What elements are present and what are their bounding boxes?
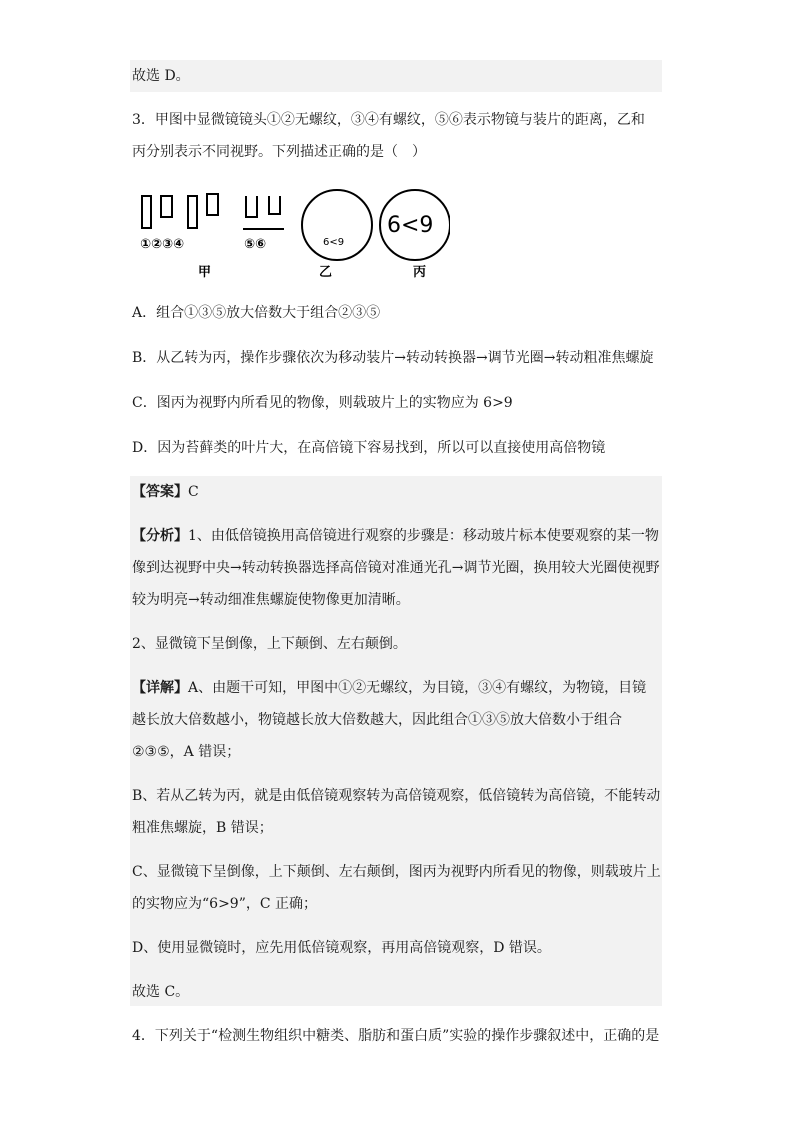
yi-view-text: 6<9: [323, 237, 345, 248]
option-b: B．从乙转为丙，操作步骤依次为移动装片→转动转换器→调节光圈→转动粗准焦螺旋: [132, 350, 654, 366]
detail-tag: 【详解】: [132, 680, 188, 696]
detail-d-line: D、使用显微镜时，应先用低倍镜观察，再用高倍镜观察，D 错误。: [132, 940, 551, 956]
detail-c-line2: 的实物应为“6>9”，C 正确；: [132, 896, 318, 912]
objective-distance-6: [269, 196, 280, 214]
lens-1-long-eyepiece: [142, 196, 151, 228]
question3-stem-line2: 丙分别表示不同视野。下列描述正确的是（ ）: [132, 144, 426, 160]
microscope-figure: [130, 182, 450, 282]
option-d: D．因为苔藓类的叶片大，在高倍镜下容易找到，所以可以直接使用高倍物镜: [132, 440, 606, 456]
question3-stem-line1: 3．甲图中显微镜镜头①②无螺纹，③④有螺纹，⑤⑥表示物镜与装片的距离，乙和: [132, 112, 645, 128]
label-bing: 丙: [413, 265, 427, 280]
analysis-text-1: 1、由低倍镜换用高倍镜进行观察的步骤是：移动玻片标本使要观察的某一物: [188, 528, 659, 544]
prev-answer: 故选 D。: [132, 68, 190, 84]
answer-tag: 【答案】: [132, 484, 188, 500]
detail-a-line2: 越长放大倍数越小，物镜越长放大倍数越大，因此组合①③⑤放大倍数小于组合: [132, 712, 622, 728]
detail-b-line2: 粗准焦螺旋，B 错误；: [132, 820, 273, 836]
question4-stem-line1: 4．下列关于“检测生物组织中糖类、脂肪和蛋白质”实验的操作步骤叙述中，正确的是: [132, 1028, 660, 1044]
lens-3-long-objective: [188, 196, 197, 228]
answer-value: C: [188, 484, 199, 500]
detail-a-text-1: A、由题干可知，甲图中①②无螺纹，为目镜，③④有螺纹，为物镜，目镜: [188, 680, 647, 696]
detail-a-line3: ②③⑤，A 错误；: [132, 744, 241, 760]
analysis-line2: 像到达视野中央→转动转换器选择高倍镜对准通光孔→调节光圈，换用较大光圈使视野: [132, 560, 660, 576]
option-a: A．组合①③⑤放大倍数大于组合②③⑤: [132, 305, 381, 321]
objective-distance-5: [246, 196, 257, 217]
detail-b-line1: B、若从乙转为丙，就是由低倍镜观察转为高倍镜观察，低倍镜转为高倍镜，不能转动: [132, 788, 661, 804]
lens-4-short-objective: [207, 194, 218, 215]
distance-labels: ⑤⑥: [244, 237, 267, 252]
view-yi-circle: [302, 190, 372, 260]
label-jia: 甲: [198, 265, 212, 280]
prev-answer-block: [130, 60, 662, 92]
analysis-line1: [132, 526, 659, 546]
label-yi: 乙: [319, 265, 333, 280]
answer-line: [132, 482, 199, 502]
answer-analysis-block: [130, 476, 662, 1006]
option-c: C．图丙为视野内所看见的物像，则载玻片上的实物应为 6>9: [132, 395, 513, 411]
lens-2-short-eyepiece: [161, 196, 172, 217]
bing-view-text: 6<9: [387, 213, 434, 238]
lens-labels: ①②③④: [140, 237, 185, 252]
analysis-point2: 2、显微镜下呈倒像，上下颠倒、左右颠倒。: [132, 636, 407, 652]
detail-c-line1: C、显微镜下呈倒像，上下颠倒、左右颠倒，图丙为视野内所看见的物像，则载玻片上: [132, 864, 661, 880]
analysis-tag: 【分析】: [132, 528, 188, 544]
detail-line1: [132, 678, 646, 698]
conclusion: 故选 C。: [132, 984, 190, 1000]
analysis-line3: 较为明亮→转动细准焦螺旋使物像更加清晰。: [132, 592, 410, 608]
